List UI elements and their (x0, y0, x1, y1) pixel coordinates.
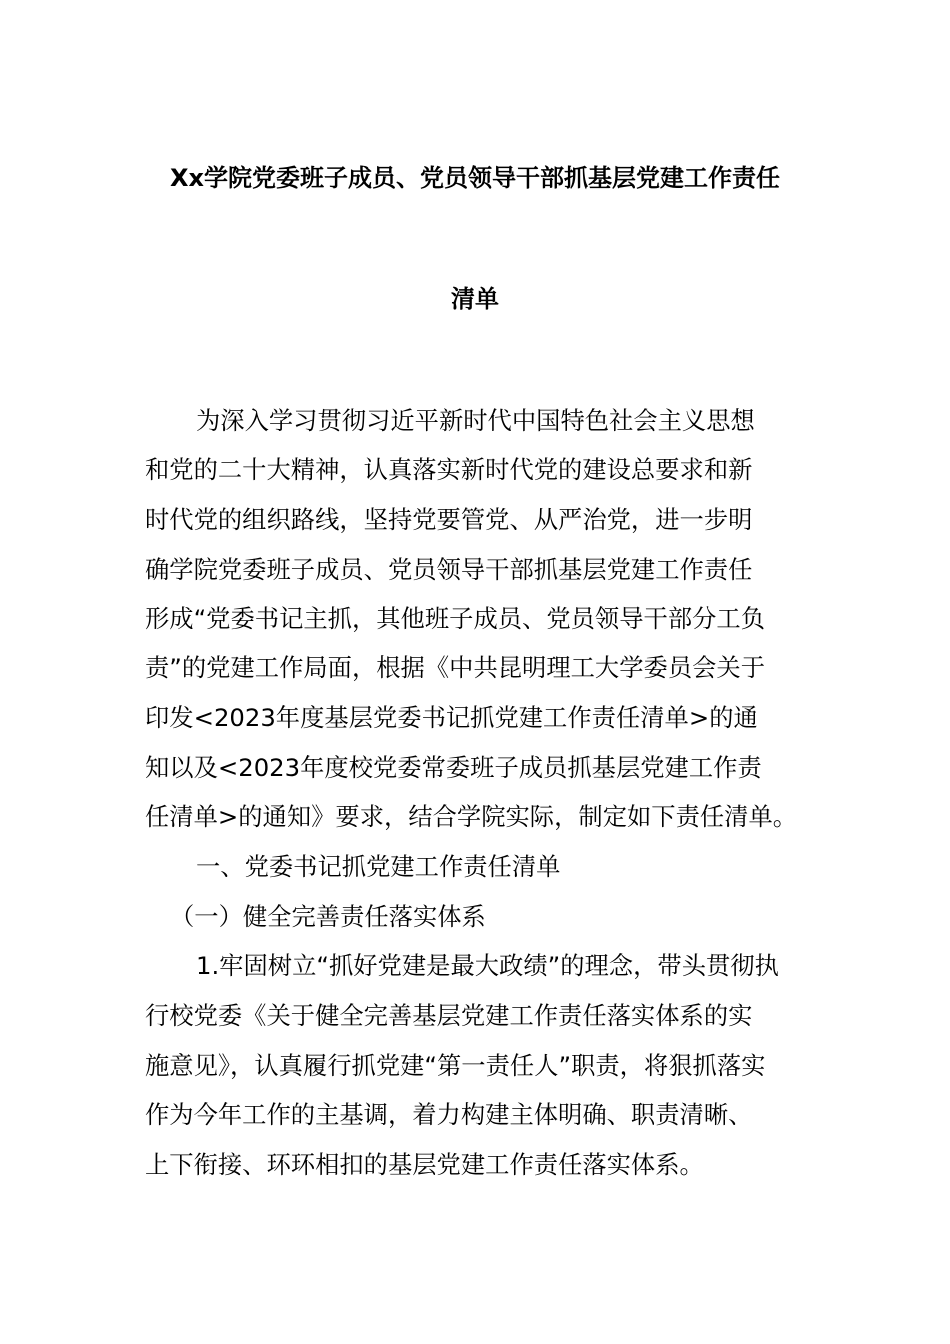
paragraph-line: 施意见》，认真履行抓党建“第一责任人”职责，将狠抓落实 (145, 1051, 766, 1080)
paragraph-line: 形成“党委书记主抓，其他班子成员、党员领导干部分工负 (145, 604, 766, 633)
paragraph-line: 为深入学习贯彻习近平新时代中国特色社会主义思想 (196, 406, 755, 435)
paragraph-line: 知以及<2023年度校党委常委班子成员抓基层党建工作责 (145, 753, 762, 782)
paragraph-line: 责”的党建工作局面，根据《中共昆明理工大学委员会关于 (145, 653, 766, 682)
paragraph-line: 确学院党委班子成员、党员领导干部抓基层党建工作责任 (145, 555, 753, 584)
subsection-heading: （一）健全完善责任落实体系 (170, 902, 486, 931)
section-heading: 一、党委书记抓党建工作责任清单 (196, 852, 561, 881)
paragraph-line: 上下衔接、环环相扣的基层党建工作责任落实体系。 (145, 1150, 704, 1179)
document-title-line-2: 清单 (451, 285, 499, 313)
paragraph-line: 行校党委《关于健全完善基层党建工作责任落实体系的实 (145, 1001, 753, 1030)
paragraph-line: 印发<2023年度基层党委书记抓党建工作责任清单>的通 (145, 703, 758, 732)
paragraph-line: 和党的二十大精神，认真落实新时代党的建设总要求和新 (145, 455, 753, 484)
document-title-line-1: Xx学院党委班子成员、党员领导干部抓基层党建工作责任 (170, 164, 780, 192)
paragraph-line: 时代党的组织路线，坚持党要管党、从严治党，进一步明 (145, 505, 753, 534)
paragraph-line: 作为今年工作的主基调，着力构建主体明确、职责清晰、 (145, 1100, 753, 1129)
paragraph-line: 1.牢固树立“抓好党建是最大政绩”的理念，带头贯彻执 (196, 951, 779, 980)
paragraph-line: 任清单>的通知》要求，结合学院实际，制定如下责任清单。 (145, 802, 798, 831)
